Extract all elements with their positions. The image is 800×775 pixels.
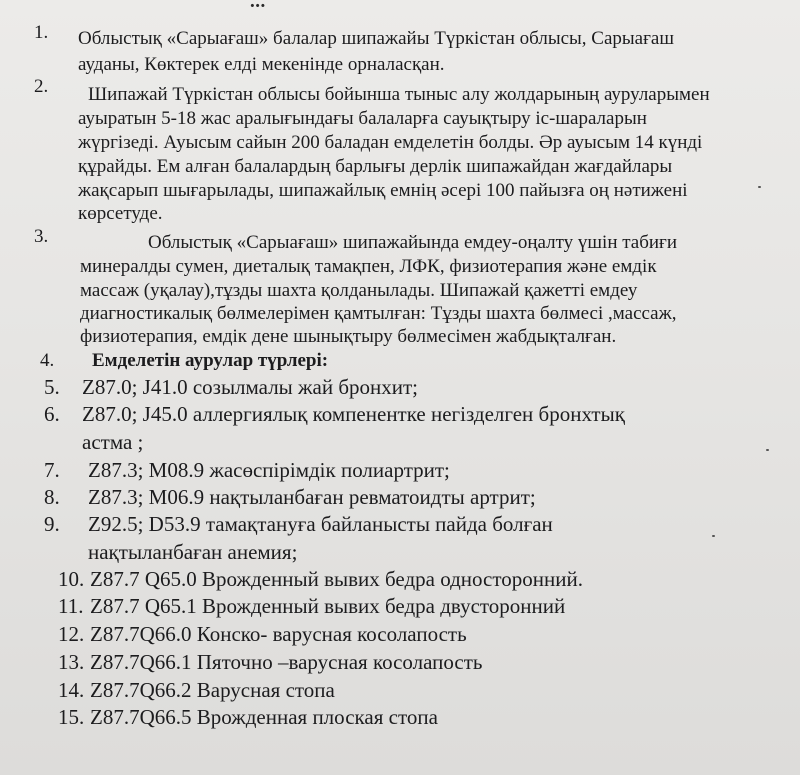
item-text-line: Z87.0; J45.0 аллергиялық компенентке негізделген бронхтық — [82, 402, 625, 426]
item-text-line: физиотерапия, емдік дене шынықтыру бөлмесімен жабдықталған. — [80, 326, 617, 347]
item-number: 3. — [34, 226, 49, 247]
item-text-line: Z87.7Q66.2 Варусная стопа — [90, 678, 335, 702]
item-text-line: Z87.3; M06.9 нақтыланбаған ревматоидты артрит; — [88, 485, 536, 509]
item-text-line: Шипажай Түркістан облысы бойынша тыныс алу жолдарының ауруларымен — [88, 84, 710, 105]
item-text-line: Z87.3; M08.9 жасөспірімдік полиартрит; — [88, 458, 450, 482]
item-text-line: жүргізеді. Ауысым сайын 200 баладан емделетін болды. Әр ауысым 14 күнді — [78, 132, 703, 153]
cut-off-header: ... — [250, 0, 266, 12]
item-text-line: Z87.7Q66.0 Конско- варусная косолапость — [90, 622, 467, 646]
item-text-line: ауыратын 5-18 жас аралығындағы балаларға сауықтыру іс-шараларын — [78, 108, 647, 129]
item-text-line: массаж (уқалау),тұзды шахта қолданылады. Шипажай қажетті емдеу — [80, 280, 638, 301]
item-text-line: Z87.7Q66.5 Врожденная плоская стопа — [90, 705, 438, 729]
item-text-line: жақсарып шығарылады, шипажайлық емнің әсері 100 пайызға оң нәтижені — [78, 180, 688, 201]
item-text-line: диагностикалық бөлмелерімен қамтылған: Тұзды шахта бөлмесі ,массаж, — [80, 303, 677, 324]
item-number: 15. — [58, 705, 85, 729]
item-number: 6. — [44, 402, 60, 426]
item-number: 5. — [44, 375, 60, 399]
item-text-line: Z87.0; J41.0 созылмалы жай бронхит; — [82, 375, 419, 399]
item-text-line: құрайды. Ем алған балалардың барлығы дерлік шипажайдан жағдайлары — [78, 156, 673, 177]
item-text-line: Z87.7 Q65.0 Врожденный вывих бедра односторонний. — [90, 567, 583, 591]
item-number: 10. — [58, 567, 85, 591]
item-number: 4. — [40, 350, 55, 371]
item-text-line: нақтыланбаған анемия; — [88, 540, 298, 564]
item-text-line: Z92.5; D53.9 тамақтануға байланысты пайда болған — [88, 512, 553, 536]
item-number: 7. — [44, 458, 60, 482]
item-number: 11. — [58, 594, 84, 618]
paper-speck — [758, 186, 761, 188]
paper-speck — [766, 449, 769, 451]
item-text-line: Z87.7 Q65.1 Врожденный вывих бедра двусторонний — [90, 594, 566, 618]
item-text-line: астма ; — [82, 430, 144, 454]
paper-speck — [712, 535, 715, 537]
item-text-line: Z87.7Q66.1 Пяточно –варусная косолапость — [90, 650, 483, 674]
item-text-line: Облыстық «Сарыағаш» шипажайында емдеу-оңалту үшін табиғи — [148, 232, 678, 253]
item-text-line: көрсетуде. — [78, 203, 163, 224]
item-text-line: ауданы, Көктерек елді мекенінде орналасқан. — [78, 54, 445, 75]
item-text-line: минералды сумен, диеталық тамақпен, ЛФК, физиотерапия және емдік — [80, 256, 657, 277]
item-number: 13. — [58, 650, 85, 674]
item-number: 2. — [34, 76, 49, 97]
item-number: 8. — [44, 485, 60, 509]
item-number: 12. — [58, 622, 85, 646]
item-number: 1. — [34, 22, 49, 43]
item-text-line: Облыстық «Сарыағаш» балалар шипажайы Түркістан облысы, Сарыағаш — [78, 28, 674, 49]
item-number: 9. — [44, 512, 60, 536]
section-heading: Емделетін аурулар түрлері: — [92, 350, 329, 371]
item-number: 14. — [58, 678, 85, 702]
